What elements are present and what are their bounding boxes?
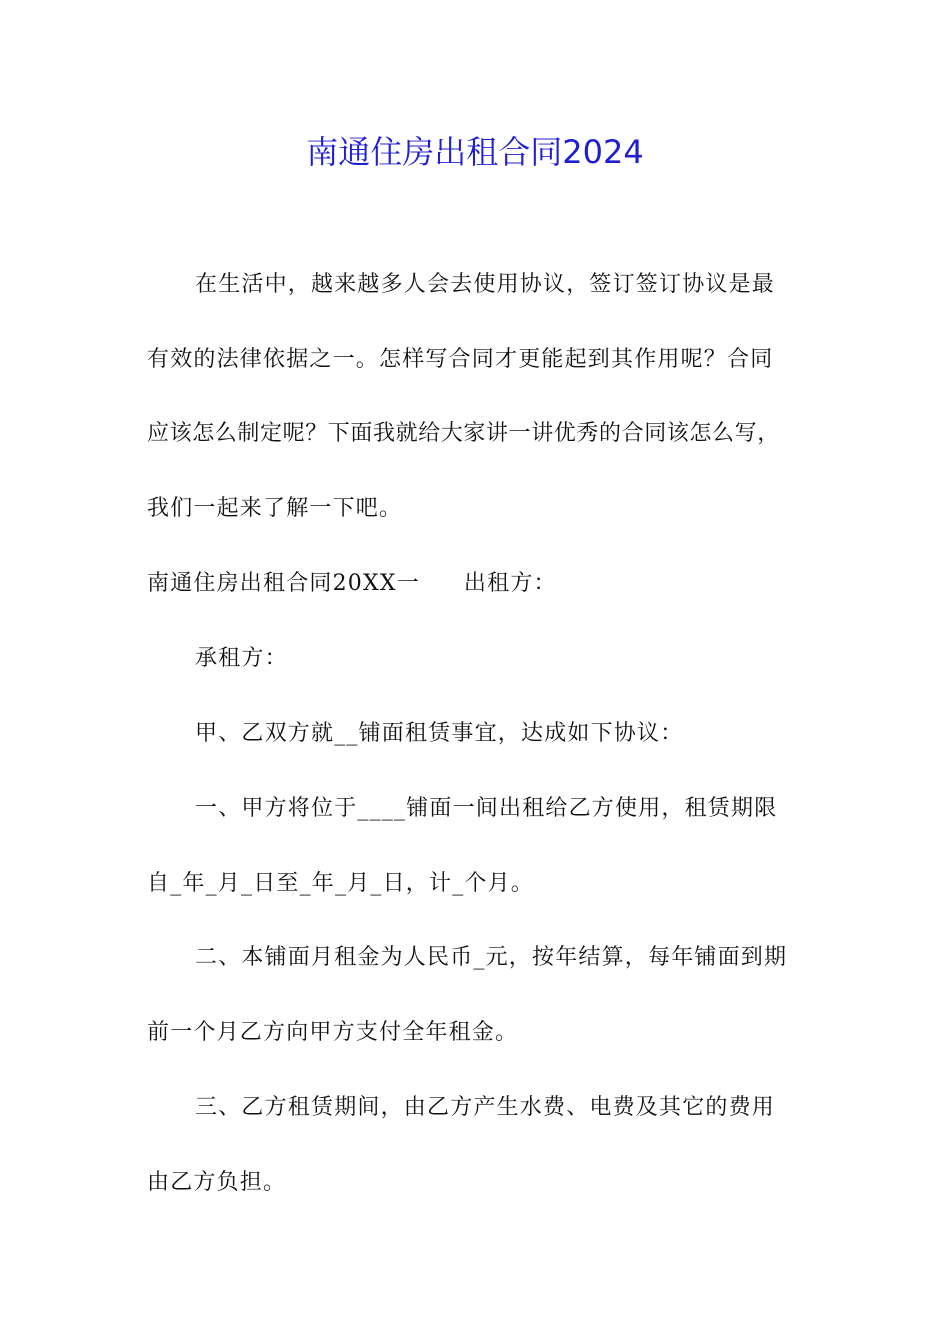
clause-2-line-2: 前一个月乙方向甲方支付全年租金。 <box>147 1020 519 1045</box>
agreement-line: 甲、乙双方就__铺面租赁事宜，达成如下协议： <box>195 721 684 746</box>
contract-heading <box>147 564 827 604</box>
intro-line-2: 有效的法律依据之一。怎样写合同才更能起到其作用呢？合同 <box>147 347 774 372</box>
clause-3-line-2: 由乙方负担。 <box>147 1170 287 1195</box>
clause-1-line-1: 一、甲方将位于____铺面一间出租给乙方使用，租赁期限 <box>195 796 778 821</box>
intro-line-3: 应该怎么制定呢？下面我就给大家讲一讲优秀的合同该怎么写， <box>147 421 780 446</box>
intro-line-4: 我们一起来了解一下吧。 <box>147 496 403 521</box>
intro-line-1: 在生活中，越来越多人会去使用协议，签订签订协议是最 <box>195 272 776 297</box>
lessor-label: 出租方： <box>463 571 557 596</box>
clause-1-line-2: 自_年_月_日至_年_月_日，计_个月。 <box>147 871 535 896</box>
clause-3-line-1: 三、乙方租赁期间，由乙方产生水费、电费及其它的费用 <box>195 1095 776 1120</box>
contract-heading-title: 南通住房出租合同20XX一 <box>147 571 420 596</box>
lessee-label: 承租方： <box>195 646 288 671</box>
document-title: 南通住房出租合同2024 <box>306 133 644 171</box>
clause-2-line-1: 二、本铺面月租金为人民币_元，按年结算，每年铺面到期 <box>195 945 788 970</box>
